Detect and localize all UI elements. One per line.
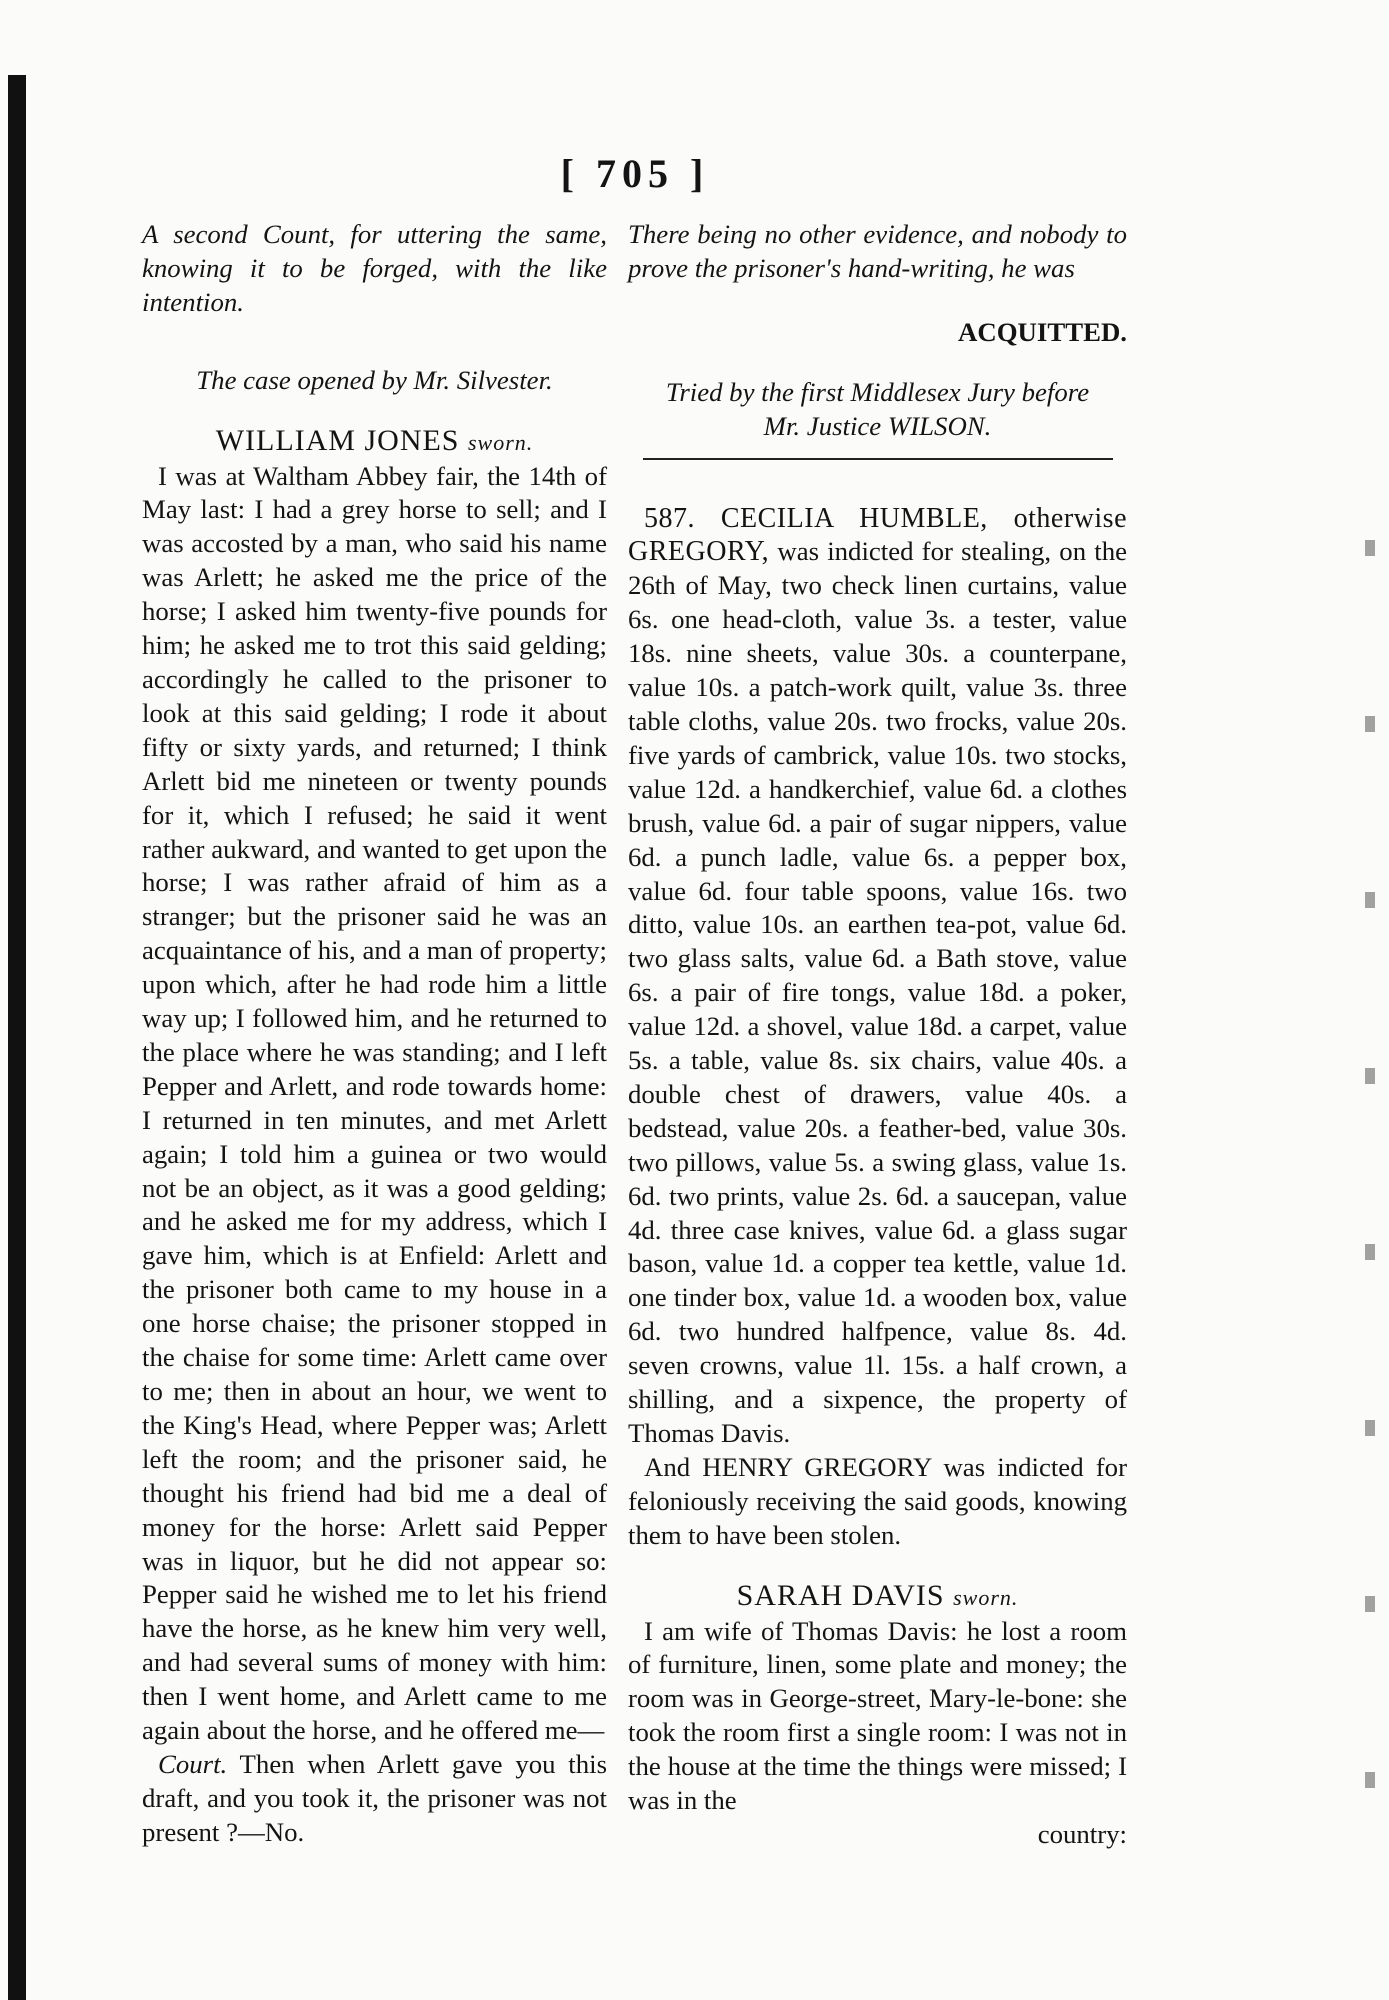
witness-name-2: SARAH DAVIS [736,1578,945,1612]
indictment-paragraph [628,502,1127,1451]
witness-heading [142,424,607,460]
witness-heading-2 [628,1579,1127,1615]
scan-edge-shadow [8,75,26,2000]
scan-edge-marks [1365,380,1375,1940]
second-count: A second Count, for uttering the same, knowing it to be forged, with the like intention. [142,219,607,317]
court-label: Court. [158,1748,228,1779]
witness-sworn-2: sworn. [953,1584,1019,1610]
tried-line-1: Tried by the first Middlesex Jury before [665,376,1090,407]
page-number: [ 705 ] [560,151,710,196]
left-column [142,218,607,1850]
right-column [628,218,1127,1852]
case-number-name: 587. CECILIA HUMBLE, otherwise GREGORY, [628,502,1127,568]
jones-testimony: I was at Waltham Abbey fair, the 14th of May last: I had a grey horse to sell; and I was accosted by a man, who said his name was Arlett; he asked me the price of the horse; I asked him twenty-five pounds for him; he asked me to trot this said gelding; accordingly he called to the prisoner to look at this said gelding; I rode it about fifty or sixty yards, and returned; I think Arlett bid me nineteen or twenty pounds for it, which I refused; he said it went rather aukward, and wanted to get upon the horse; I was rather afraid of him as a stranger; but the prisoner said he was an acquaintance of his, and a man of property; upon which, after he had rode him a little way up; I followed him, and he returned to the place where he was standing; and I left Pepper and Arlett, and rode towards home: I returned in ten minutes, and met Arlett again; I told him a guinea or two would not be an object, as it was a good gelding; and he asked me for my address, which I gave him, which is at Enfield: Arlett and the prisoner both came to my house in a one horse chaise; the prisoner stopped in the chaise for some time: Arlett came over to me; then in about an hour, we went to the King's Head, where Pepper was; Arlett left the room; and the prisoner said, he thought his friend had bid me a deal of money for the horse: Arlett said Pepper was in liquor, but he did not appear so: Pepper said he wished me to let his friend have the horse, as he knew him very well, and had several sums of money with him: then I went home, and Arlett came to me again about the horse, and he offered me— [142,460,607,1746]
court-question [142,1748,607,1850]
catchword: country: [1037,1818,1127,1849]
no-evidence-line: There being no other evidence, and nobody to prove the prisoner's hand-writing, he was [628,219,1127,283]
case-opened-line: The case opened by Mr. Silvester. [196,364,553,395]
witness-name: WILLIAM JONES [215,423,460,457]
davis-testimony: I am wife of Thomas Davis: he lost a room of furniture, linen, some plate and money; the room was in George-street, Mary-le-bone: she took the room first a single room: I was not in the house at the time the things were missed; I was in the [628,1615,1127,1816]
witness-sworn: sworn. [468,429,534,455]
section-rule [643,458,1113,460]
court-text: Then when Arlett gave you this draft, and you took it, the prisoner was not present ?—No. [142,1748,608,1847]
indictment-text: was indicted for stealing, on the 26th of May, two check linen curtains, value 6s. one head-cloth, value 3s. a tester, value 18s. nine sheets, value 30s. a counterpane, value 10s. a patch-work quilt, value 3s. three table cloths, value 20s. two frocks, value 20s. five yards of cambrick, value 10s. two stocks, value 12d. a handkerchief, value 6d. a clothes brush, value 6d. a pair of sugar nippers, value 6d. a punch ladle, value 6s. a pepper box, value 6d. four table spoons, value 16s. two ditto, value 10s. an earthen tea-pot, value 6d. two glass salts, value 6d. a Bath stove, value 6s. a pair of fire tongs, value 18d. a poker, value 12d. a shovel, value 18d. a carpet, value 5s. a table, value 8s. six chairs, value 40s. a double chest of drawers, value 40s. a bedstead, value 20s. a feather-bed, value 30s. two pillows, value 5s. a swing glass, value 1s. 6d. two prints, value 2s. 6d. a saucepan, value 4d. three case knives, value 6d. a glass sugar bason, value 1d. a copper tea kettle, value 1d. one tinder box, value 1d. a wooden box, value 6d. two hundred halfpence, value 8s. 4d. seven crowns, value 1l. 15s. a half crown, a shilling, and a sixpence, the property of Thomas Davis. [628,536,1127,1448]
receiver-paragraph: And HENRY GREGORY was indicted for feloniously receiving the said goods, knowing them to have been stolen. [628,1451,1127,1550]
verdict: ACQUITTED. [958,316,1127,347]
tried-line-2: Mr. Justice WILSON. [763,410,992,441]
